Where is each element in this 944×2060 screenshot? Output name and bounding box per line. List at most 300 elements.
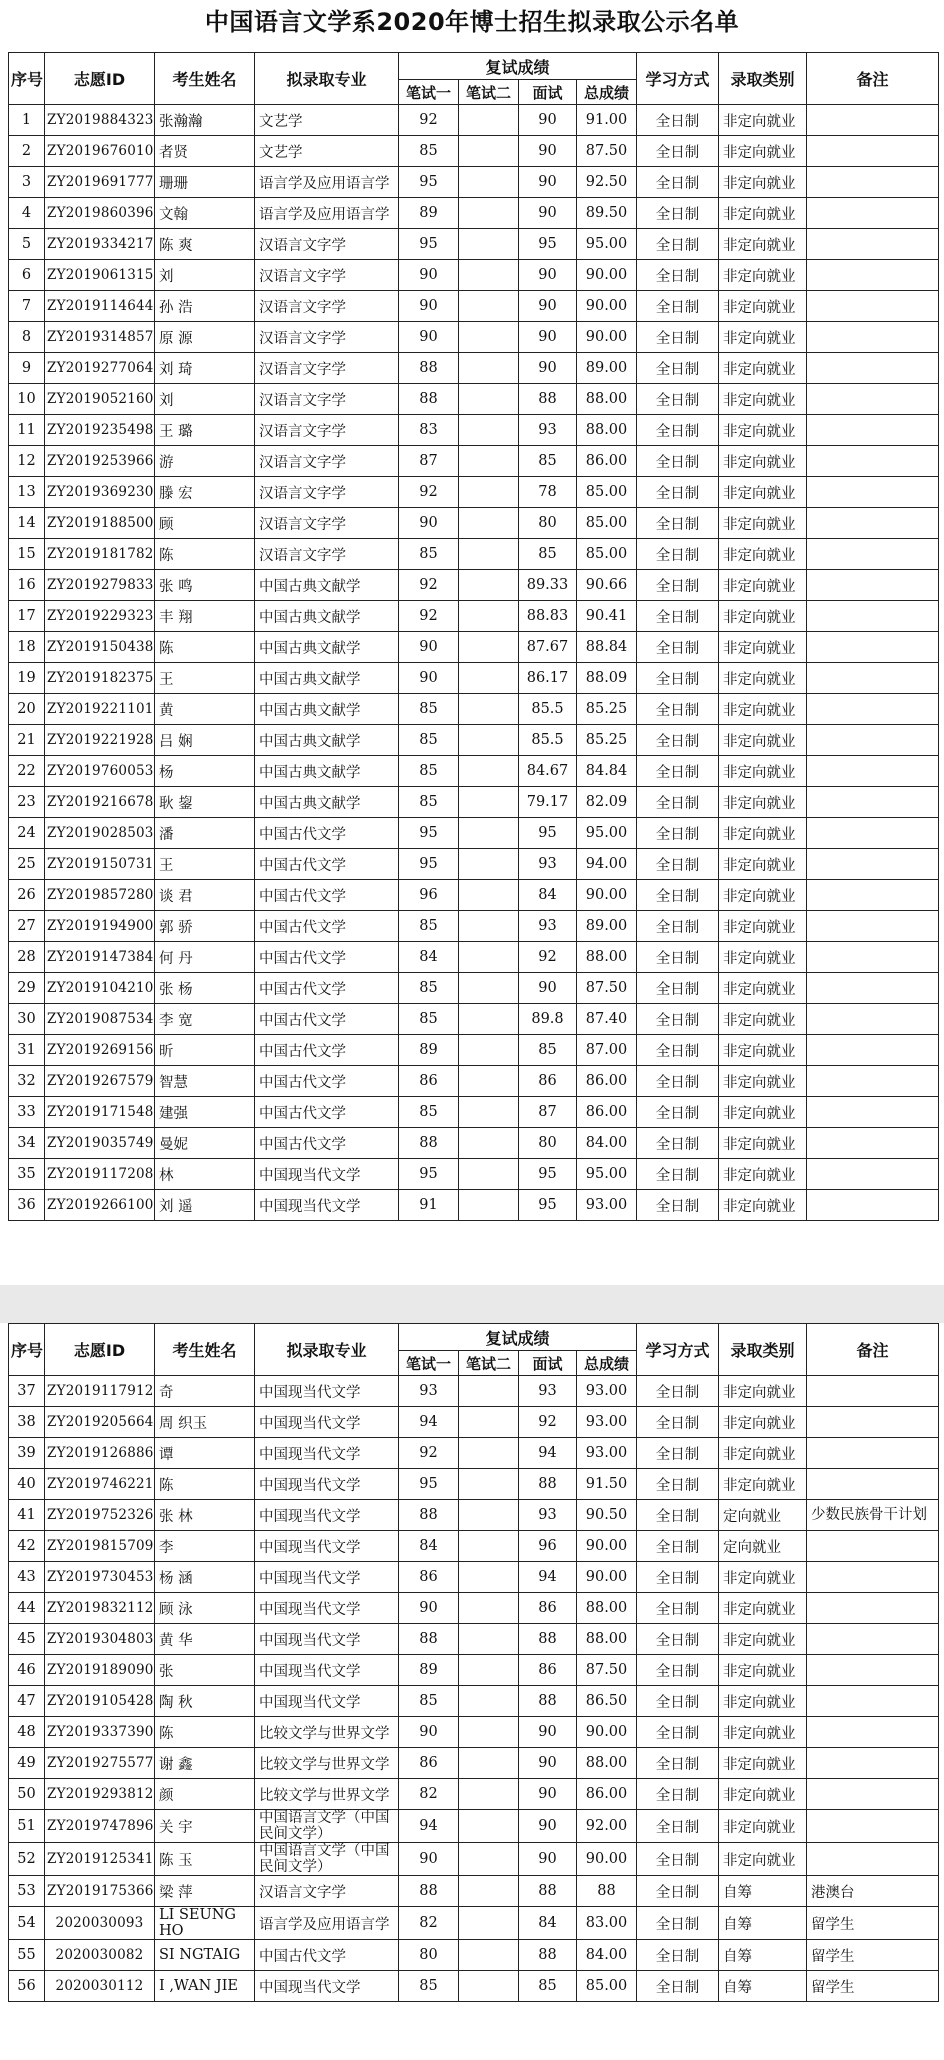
cell-mode: 全日制 [637, 1810, 719, 1843]
cell-major: 中国古代文学 [255, 942, 399, 973]
cell-written2 [459, 787, 519, 818]
cell-written1: 88 [399, 1624, 459, 1655]
header-written2: 笔试二 [459, 1351, 519, 1376]
header-major: 拟录取专业 [255, 53, 399, 105]
cell-major: 汉语言文字学 [255, 508, 399, 539]
cell-total: 92.50 [577, 167, 637, 198]
cell-total: 84.00 [577, 1940, 637, 1971]
header-interview: 面试 [519, 1351, 577, 1376]
cell-mode: 全日制 [637, 911, 719, 942]
cell-id: ZY2019746221 [45, 1469, 155, 1500]
table-row [9, 1159, 939, 1190]
cell-interview: 90 [519, 260, 577, 291]
cell-written1: 96 [399, 880, 459, 911]
cell-remark [807, 1066, 939, 1097]
cell-id: ZY2019194900 [45, 911, 155, 942]
cell-total: 88.00 [577, 415, 637, 446]
cell-interview: 85 [519, 446, 577, 477]
cell-total: 85.00 [577, 477, 637, 508]
cell-remark [807, 1407, 939, 1438]
cell-name: 张 鸣 [155, 570, 255, 601]
cell-mode: 全日制 [637, 1843, 719, 1876]
cell-id: ZY2019061315 [45, 260, 155, 291]
cell-total: 86.00 [577, 1066, 637, 1097]
table-row [9, 973, 939, 1004]
cell-seq: 30 [9, 1004, 45, 1035]
cell-name: 黄 [155, 694, 255, 725]
cell-major: 汉语言文字学 [255, 446, 399, 477]
cell-total: 87.50 [577, 136, 637, 167]
cell-written2 [459, 880, 519, 911]
cell-seq: 28 [9, 942, 45, 973]
cell-written2 [459, 942, 519, 973]
cell-interview: 94 [519, 1438, 577, 1469]
cell-category: 非定向就业 [719, 1066, 807, 1097]
cell-written1: 90 [399, 1593, 459, 1624]
cell-id: ZY2019337390 [45, 1717, 155, 1748]
cell-mode: 全日制 [637, 198, 719, 229]
cell-category: 非定向就业 [719, 384, 807, 415]
cell-remark [807, 942, 939, 973]
table-row [9, 322, 939, 353]
cell-id: 2020030112 [45, 1971, 155, 2002]
cell-major: 汉语言文字学 [255, 260, 399, 291]
cell-mode: 全日制 [637, 694, 719, 725]
cell-written2 [459, 446, 519, 477]
cell-category: 非定向就业 [719, 136, 807, 167]
cell-id: ZY2019235498 [45, 415, 155, 446]
cell-id: ZY2019175366 [45, 1876, 155, 1907]
cell-interview: 93 [519, 911, 577, 942]
cell-written1: 85 [399, 1097, 459, 1128]
cell-written1: 86 [399, 1562, 459, 1593]
cell-major: 中国现当代文学 [255, 1655, 399, 1686]
cell-remark [807, 1035, 939, 1066]
cell-total: 95.00 [577, 229, 637, 260]
cell-major: 语言学及应用语言学 [255, 167, 399, 198]
cell-name: 张 杨 [155, 973, 255, 1004]
table-row [9, 1004, 939, 1035]
cell-name: 刘 琦 [155, 353, 255, 384]
cell-mode: 全日制 [637, 725, 719, 756]
cell-interview: 96 [519, 1531, 577, 1562]
cell-total: 90.41 [577, 601, 637, 632]
cell-interview: 90 [519, 1810, 577, 1843]
cell-interview: 85 [519, 539, 577, 570]
cell-written1: 90 [399, 1717, 459, 1748]
cell-written2 [459, 849, 519, 880]
cell-total: 91.50 [577, 1469, 637, 1500]
cell-interview: 87.67 [519, 632, 577, 663]
header-total: 总成绩 [577, 1351, 637, 1376]
cell-total: 85.00 [577, 1971, 637, 2002]
cell-id: ZY2019334217 [45, 229, 155, 260]
table-row [9, 1097, 939, 1128]
cell-major: 比较文学与世界文学 [255, 1717, 399, 1748]
cell-written1: 85 [399, 539, 459, 570]
cell-id: ZY2019035749 [45, 1128, 155, 1159]
cell-seq: 56 [9, 1971, 45, 2002]
header-seq: 序号 [9, 1324, 45, 1376]
cell-mode: 全日制 [637, 1469, 719, 1500]
table-row [9, 1810, 939, 1843]
cell-interview: 79.17 [519, 787, 577, 818]
cell-name: 林 [155, 1159, 255, 1190]
cell-interview: 93 [519, 415, 577, 446]
cell-category: 非定向就业 [719, 198, 807, 229]
cell-category: 非定向就业 [719, 1035, 807, 1066]
table-row [9, 229, 939, 260]
cell-seq: 43 [9, 1562, 45, 1593]
cell-name: 吕 娴 [155, 725, 255, 756]
cell-interview: 88 [519, 1686, 577, 1717]
cell-name: 奇 [155, 1376, 255, 1407]
cell-remark [807, 911, 939, 942]
cell-interview: 93 [519, 1376, 577, 1407]
header-retest: 复试成绩 [399, 1324, 637, 1351]
cell-written1: 95 [399, 818, 459, 849]
cell-id: ZY2019267579 [45, 1066, 155, 1097]
cell-mode: 全日制 [637, 508, 719, 539]
cell-major: 汉语言文字学 [255, 322, 399, 353]
cell-written2 [459, 1624, 519, 1655]
cell-total: 89.50 [577, 198, 637, 229]
cell-interview: 88 [519, 1469, 577, 1500]
cell-id: ZY2019125341 [45, 1843, 155, 1876]
cell-written1: 88 [399, 353, 459, 384]
cell-total: 85.25 [577, 725, 637, 756]
cell-written1: 89 [399, 1655, 459, 1686]
cell-id: ZY2019104210 [45, 973, 155, 1004]
cell-written1: 85 [399, 787, 459, 818]
cell-name: 陈 爽 [155, 229, 255, 260]
cell-category: 定向就业 [719, 1531, 807, 1562]
cell-remark [807, 260, 939, 291]
cell-remark [807, 880, 939, 911]
cell-interview: 90 [519, 1779, 577, 1810]
cell-total: 88.84 [577, 632, 637, 663]
cell-category: 非定向就业 [719, 1438, 807, 1469]
cell-mode: 全日制 [637, 1035, 719, 1066]
table-row [9, 1066, 939, 1097]
cell-name: 张 林 [155, 1500, 255, 1531]
cell-major: 中国古典文献学 [255, 787, 399, 818]
cell-id: ZY2019087534 [45, 1004, 155, 1035]
cell-id: ZY2019832112 [45, 1593, 155, 1624]
cell-total: 85.00 [577, 539, 637, 570]
cell-written2 [459, 1500, 519, 1531]
header-interview: 面试 [519, 80, 577, 105]
cell-category: 非定向就业 [719, 508, 807, 539]
cell-interview: 90 [519, 353, 577, 384]
cell-seq: 29 [9, 973, 45, 1004]
table-row [9, 508, 939, 539]
cell-total: 91.00 [577, 105, 637, 136]
cell-remark [807, 1004, 939, 1035]
cell-total: 88.00 [577, 1748, 637, 1779]
cell-id: ZY2019189090 [45, 1655, 155, 1686]
cell-id: ZY2019266100 [45, 1190, 155, 1221]
cell-written1: 88 [399, 1128, 459, 1159]
cell-written1: 80 [399, 1940, 459, 1971]
cell-category: 非定向就业 [719, 1779, 807, 1810]
cell-interview: 92 [519, 942, 577, 973]
cell-remark [807, 167, 939, 198]
cell-mode: 全日制 [637, 973, 719, 1004]
cell-total: 87.50 [577, 973, 637, 1004]
cell-name: 陈 [155, 1469, 255, 1500]
cell-written2 [459, 1531, 519, 1562]
cell-category: 非定向就业 [719, 1655, 807, 1686]
cell-major: 中国古典文献学 [255, 632, 399, 663]
table-row [9, 787, 939, 818]
cell-written1: 85 [399, 1686, 459, 1717]
cell-mode: 全日制 [637, 322, 719, 353]
cell-category: 非定向就业 [719, 1004, 807, 1035]
cell-category: 非定向就业 [719, 942, 807, 973]
table-row [9, 539, 939, 570]
cell-total: 90.00 [577, 880, 637, 911]
cell-id: ZY2019269156 [45, 1035, 155, 1066]
cell-seq: 12 [9, 446, 45, 477]
cell-name: 建强 [155, 1097, 255, 1128]
cell-seq: 19 [9, 663, 45, 694]
cell-written2 [459, 1469, 519, 1500]
cell-interview: 86 [519, 1655, 577, 1686]
cell-id: ZY2019221101 [45, 694, 155, 725]
document-page-2 [0, 1323, 944, 2060]
cell-category: 定向就业 [719, 1500, 807, 1531]
cell-interview: 90 [519, 1748, 577, 1779]
cell-seq: 41 [9, 1500, 45, 1531]
cell-remark: 少数民族骨干计划 [807, 1500, 939, 1531]
cell-name: 陈 [155, 1717, 255, 1748]
cell-interview: 95 [519, 818, 577, 849]
cell-major: 中国现当代文学 [255, 1500, 399, 1531]
cell-remark [807, 663, 939, 694]
cell-seq: 48 [9, 1717, 45, 1748]
cell-total: 87.40 [577, 1004, 637, 1035]
cell-category: 自筹 [719, 1971, 807, 2002]
cell-major: 中国现当代文学 [255, 1407, 399, 1438]
cell-major: 汉语言文字学 [255, 415, 399, 446]
cell-total: 90.50 [577, 1500, 637, 1531]
cell-mode: 全日制 [637, 1624, 719, 1655]
cell-written2 [459, 1876, 519, 1907]
table-row [9, 446, 939, 477]
cell-name: 滕 宏 [155, 477, 255, 508]
cell-remark [807, 1624, 939, 1655]
cell-seq: 54 [9, 1907, 45, 1940]
cell-written1: 95 [399, 1469, 459, 1500]
document-title: 中国语言文学系2020年博士招生拟录取公示名单 [204, 8, 740, 36]
cell-written2 [459, 1376, 519, 1407]
cell-major: 中国现当代文学 [255, 1190, 399, 1221]
header-major: 拟录取专业 [255, 1324, 399, 1376]
cell-name: 颜 [155, 1779, 255, 1810]
cell-id: ZY2019188500 [45, 508, 155, 539]
cell-name: 谢 鑫 [155, 1748, 255, 1779]
cell-written2 [459, 1004, 519, 1035]
cell-major: 中国现当代文学 [255, 1593, 399, 1624]
cell-written2 [459, 384, 519, 415]
cell-remark [807, 973, 939, 1004]
cell-id: ZY2019117208 [45, 1159, 155, 1190]
cell-interview: 88 [519, 1624, 577, 1655]
cell-seq: 44 [9, 1593, 45, 1624]
cell-mode: 全日制 [637, 1438, 719, 1469]
cell-name: 李 [155, 1531, 255, 1562]
cell-written1: 82 [399, 1907, 459, 1940]
cell-seq: 22 [9, 756, 45, 787]
table-row [9, 663, 939, 694]
cell-seq: 25 [9, 849, 45, 880]
table-row [9, 415, 939, 446]
cell-mode: 全日制 [637, 353, 719, 384]
cell-seq: 51 [9, 1810, 45, 1843]
cell-category: 非定向就业 [719, 229, 807, 260]
cell-written1: 94 [399, 1810, 459, 1843]
cell-interview: 92 [519, 1407, 577, 1438]
cell-remark [807, 1717, 939, 1748]
cell-id: ZY2019857280 [45, 880, 155, 911]
table-row [9, 1407, 939, 1438]
cell-mode: 全日制 [637, 849, 719, 880]
cell-written1: 85 [399, 694, 459, 725]
cell-mode: 全日制 [637, 167, 719, 198]
cell-mode: 全日制 [637, 229, 719, 260]
admission-table-part-1 [8, 52, 939, 1221]
cell-written2 [459, 1686, 519, 1717]
cell-remark [807, 508, 939, 539]
cell-written2 [459, 1190, 519, 1221]
cell-written1: 88 [399, 1500, 459, 1531]
cell-total: 87.50 [577, 1655, 637, 1686]
cell-name: 杨 [155, 756, 255, 787]
cell-id: ZY2019676010 [45, 136, 155, 167]
table-row [9, 1686, 939, 1717]
cell-major: 汉语言文字学 [255, 291, 399, 322]
cell-interview: 86 [519, 1593, 577, 1624]
cell-category: 非定向就业 [719, 880, 807, 911]
cell-remark [807, 1748, 939, 1779]
cell-major: 中国古代文学 [255, 973, 399, 1004]
cell-written1: 85 [399, 1971, 459, 2002]
cell-written1: 82 [399, 1779, 459, 1810]
cell-total: 95.00 [577, 818, 637, 849]
cell-remark [807, 1562, 939, 1593]
cell-name: 顾 [155, 508, 255, 539]
cell-major: 汉语言文字学 [255, 229, 399, 260]
cell-written2 [459, 1035, 519, 1066]
cell-mode: 全日制 [637, 818, 719, 849]
cell-total: 93.00 [577, 1376, 637, 1407]
cell-written2 [459, 756, 519, 787]
cell-name: 刘 遥 [155, 1190, 255, 1221]
cell-remark: 留学生 [807, 1971, 939, 2002]
cell-remark [807, 446, 939, 477]
cell-total: 86.00 [577, 446, 637, 477]
cell-total: 88 [577, 1876, 637, 1907]
cell-mode: 全日制 [637, 1907, 719, 1940]
cell-major: 中国语言文学（中国民间文学） [255, 1843, 399, 1876]
cell-remark [807, 1531, 939, 1562]
cell-name: 黄 华 [155, 1624, 255, 1655]
cell-remark [807, 694, 939, 725]
table-row [9, 601, 939, 632]
cell-name: LI SEUNG HO [155, 1907, 255, 1940]
cell-interview: 85 [519, 1035, 577, 1066]
cell-category: 非定向就业 [719, 911, 807, 942]
cell-name: 关 宇 [155, 1810, 255, 1843]
cell-written2 [459, 1407, 519, 1438]
cell-major: 中国现当代文学 [255, 1469, 399, 1500]
cell-id: ZY2019279833 [45, 570, 155, 601]
cell-major: 中国古典文献学 [255, 756, 399, 787]
table-row [9, 353, 939, 384]
cell-seq: 35 [9, 1159, 45, 1190]
cell-category: 非定向就业 [719, 1843, 807, 1876]
cell-id: ZY2019181782 [45, 539, 155, 570]
cell-written1: 90 [399, 663, 459, 694]
cell-remark [807, 1438, 939, 1469]
table-row [9, 198, 939, 229]
table-row [9, 1717, 939, 1748]
cell-written1: 95 [399, 1159, 459, 1190]
header-category: 录取类别 [719, 53, 807, 105]
cell-written1: 83 [399, 415, 459, 446]
cell-seq: 47 [9, 1686, 45, 1717]
cell-category: 非定向就业 [719, 1097, 807, 1128]
header-name: 考生姓名 [155, 1324, 255, 1376]
cell-major: 语言学及应用语言学 [255, 198, 399, 229]
cell-mode: 全日制 [637, 1004, 719, 1035]
cell-id: ZY2019730453 [45, 1562, 155, 1593]
cell-major: 中国古代文学 [255, 1940, 399, 1971]
cell-name: 杨 涵 [155, 1562, 255, 1593]
cell-name: 李 宽 [155, 1004, 255, 1035]
cell-major: 中国现当代文学 [255, 1159, 399, 1190]
cell-remark [807, 1469, 939, 1500]
cell-interview: 90 [519, 291, 577, 322]
cell-mode: 全日制 [637, 105, 719, 136]
cell-name: 王 璐 [155, 415, 255, 446]
table-row [9, 136, 939, 167]
cell-major: 中国古代文学 [255, 1004, 399, 1035]
table-row [9, 384, 939, 415]
cell-remark [807, 353, 939, 384]
cell-seq: 17 [9, 601, 45, 632]
cell-major: 汉语言文字学 [255, 477, 399, 508]
cell-mode: 全日制 [637, 1562, 719, 1593]
table-row [9, 756, 939, 787]
cell-written2 [459, 1907, 519, 1940]
cell-written1: 84 [399, 942, 459, 973]
table-row [9, 911, 939, 942]
cell-name: 昕 [155, 1035, 255, 1066]
cell-interview: 85.5 [519, 694, 577, 725]
cell-total: 83.00 [577, 1907, 637, 1940]
cell-major: 文艺学 [255, 105, 399, 136]
cell-total: 85.25 [577, 694, 637, 725]
cell-remark [807, 136, 939, 167]
cell-written1: 92 [399, 105, 459, 136]
cell-mode: 全日制 [637, 632, 719, 663]
cell-major: 中国古代文学 [255, 1097, 399, 1128]
cell-written2 [459, 911, 519, 942]
cell-total: 85.00 [577, 508, 637, 539]
cell-written2 [459, 694, 519, 725]
